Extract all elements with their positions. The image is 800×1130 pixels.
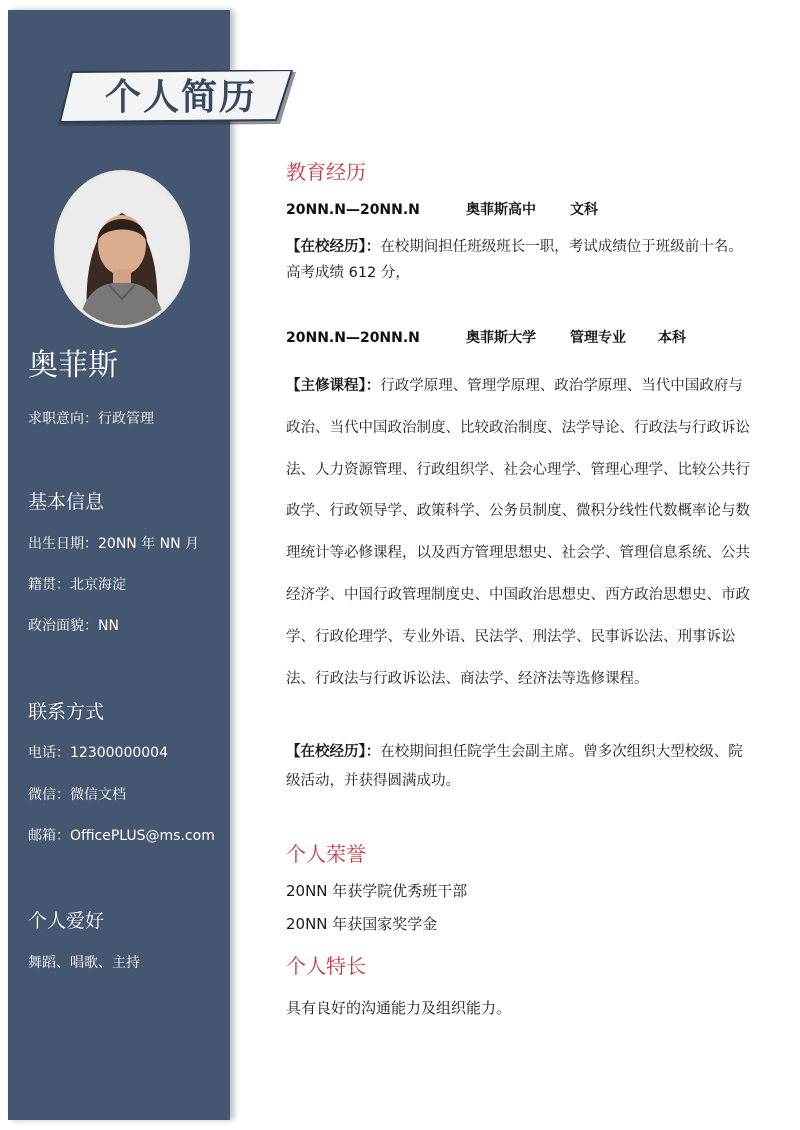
experience-label: 【在校经历】： bbox=[286, 239, 381, 255]
experience-text: 在校期间担任班级班长一职，考试成绩位于班级前十名。高考成绩 612 分， bbox=[286, 239, 743, 281]
page-title: 个人简历 bbox=[104, 77, 257, 118]
education-entry-2-experience bbox=[286, 738, 756, 796]
avatar bbox=[54, 170, 190, 328]
skills-text: 具有良好的沟通能力及组织能力。 bbox=[286, 999, 512, 1017]
education-degree: 本科 bbox=[658, 330, 686, 346]
honor-item: 20NN 年获国家奖学金 bbox=[286, 915, 438, 933]
education-school: 奥菲斯高中 bbox=[466, 202, 536, 218]
education-period: 20NN.N—20NN.N bbox=[286, 330, 420, 346]
person-photo-icon bbox=[57, 173, 187, 325]
title-banner bbox=[58, 70, 296, 126]
courses-text: 行政学原理、管理学原理、政治学原理、当代中国政府与政治、当代中国政治制度、比较政治制度、法学导论、行政法与行政诉讼法、人力资源管理、行政组织学、社会心理学、管理心理学、比较公共行政学、行政领导学、政策科学、公务员制度、微积分线性代数概率论与数理统计等必修课程，以及西方管理思想史、社会学、管理信息系统、公共经济学、中国行政管理制度史、中国政治思想史、西方政治思想史、市政学、行政伦理学、专业外语、民法学、刑法学、民事诉讼法、刑事诉讼法、行政法与行政诉讼法、商法学、经济法等选修课程。 bbox=[286, 378, 750, 687]
education-major: 文科 bbox=[570, 202, 598, 218]
education-entry-1-experience bbox=[286, 234, 756, 286]
courses-label: 【主修课程】： bbox=[286, 378, 381, 394]
experience-text: 在校期间担任院学生会副主席。曾多次组织大型校级、院级活动，并获得圆满成功。 bbox=[286, 744, 743, 789]
education-school: 奥菲斯大学 bbox=[466, 330, 536, 346]
hometown: 籍贯：北京海淀 bbox=[28, 577, 126, 593]
email: 邮箱：OfficePLUS@ms.com bbox=[28, 828, 215, 844]
honors-heading: 个人荣誉 bbox=[286, 842, 366, 866]
education-major: 管理专业 bbox=[570, 330, 626, 346]
hobbies-heading: 个人爱好 bbox=[28, 910, 105, 932]
candidate-name: 奥菲斯 bbox=[28, 348, 118, 383]
political-status: 政治面貌：NN bbox=[28, 618, 119, 634]
birth-date: 出生日期：20NN 年 NN 月 bbox=[28, 536, 200, 552]
basic-info-heading: 基本信息 bbox=[28, 491, 105, 513]
job-objective: 求职意向：行政管理 bbox=[28, 411, 154, 427]
hobbies-text: 舞蹈、唱歌、主持 bbox=[28, 955, 140, 971]
education-entry-2-courses bbox=[286, 366, 756, 700]
phone: 电话：12300000004 bbox=[28, 745, 168, 761]
education-heading: 教育经历 bbox=[286, 160, 366, 184]
wechat: 微信：微信文档 bbox=[28, 787, 126, 803]
contact-heading: 联系方式 bbox=[28, 701, 105, 723]
education-period: 20NN.N—20NN.N bbox=[286, 202, 420, 218]
honor-item: 20NN 年获学院优秀班干部 bbox=[286, 882, 468, 900]
skills-heading: 个人特长 bbox=[286, 954, 366, 978]
experience-label: 【在校经历】： bbox=[286, 744, 381, 760]
